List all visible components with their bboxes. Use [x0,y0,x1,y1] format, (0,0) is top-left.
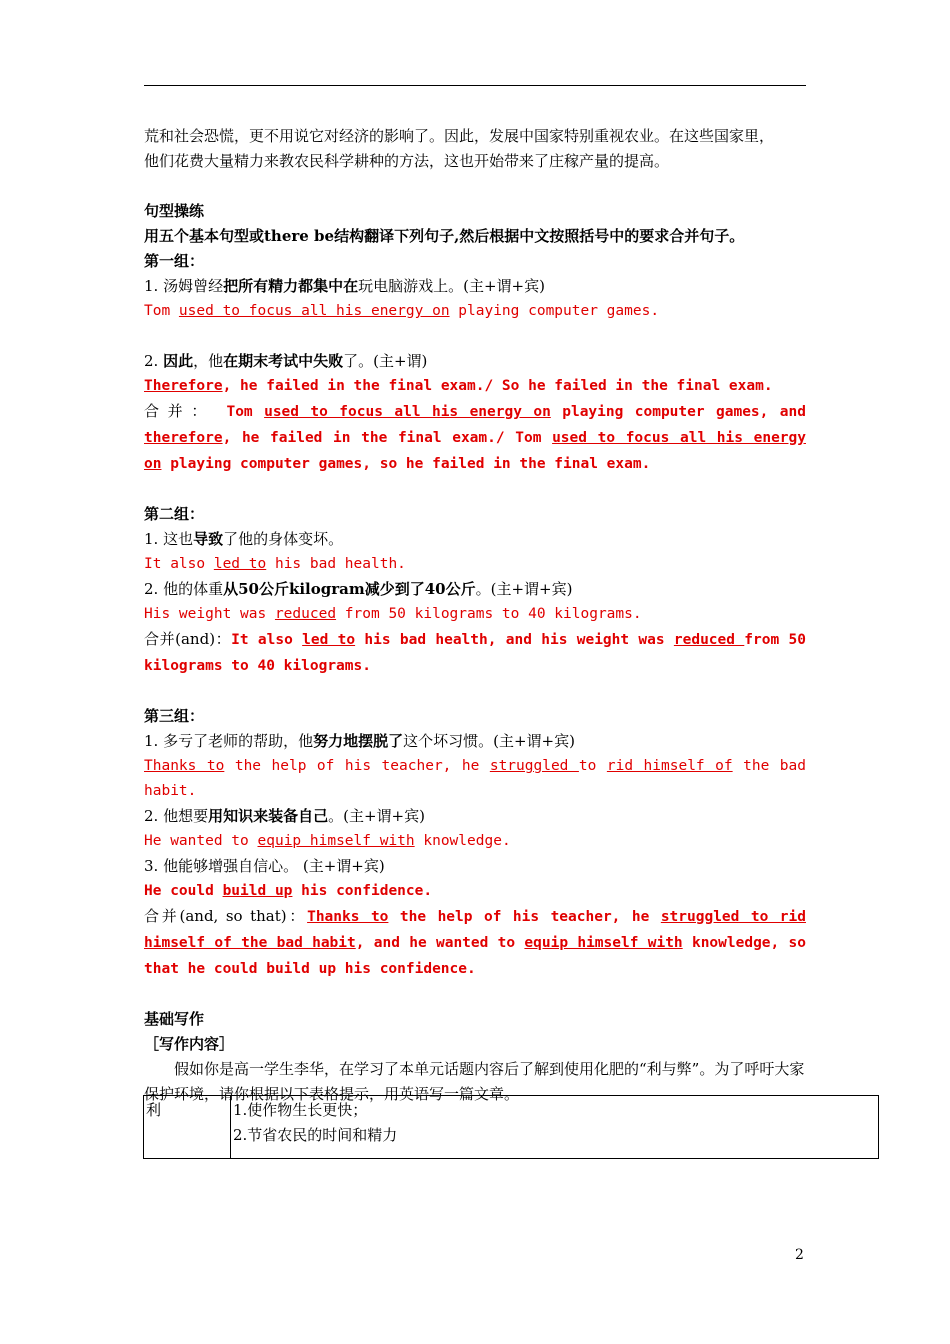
intro-line-1: 荒和社会恐慌，更不用说它对经济的影响了。因此，发展中国家特别重视农业。在这些国家里， [144,127,775,145]
group1-combined: 合并： Tom used to focus all his energy on playing computer games, and therefore, he failed in the final exam./ Tom used to focus all his energy on playing computer games, so he failed in the final exam. [144,402,806,472]
table-item-2: 2.节省农民的时间和精力 [233,1126,398,1144]
group1-question-2: 2. 因此，他在期末考试中失败了。(主+谓) [144,352,428,370]
group1-heading: 第一组： [144,252,205,270]
table-row [144,1096,879,1159]
table-row-label: 利 [144,1096,231,1159]
group2-answer-1: It also led to his bad health. [144,556,406,572]
table-cell-items [231,1096,879,1159]
page-number: 2 [795,1247,804,1263]
section-instruction: 用五个基本句型或there be结构翻译下列句子,然后根据中文按照括号中的要求合并句子。 [144,227,745,245]
group3-question-2: 2. 他想要用知识来装备自己。(主+谓+宾) [144,807,425,825]
group2-question-1: 1. 这也导致了他的身体变坏。 [144,530,344,548]
group1-answer-1: Tom used to focus all his energy on playing computer games. [144,303,660,319]
group3-answer-1: Thanks to the help of his teacher, he struggled to rid himself of the bad habit. [144,758,806,799]
group3-combined: 合并(and, so that)：Thanks to the help of his teacher, he struggled to rid himself of the bad habit, and he wanted to equip himself with knowledge, so that he could build up his confidence. [144,907,807,977]
table-item-1: 1.使作物生长更快； [233,1101,368,1119]
group2-heading: 第二组： [144,505,205,523]
page-content [144,124,806,1107]
section-title: 句型操练 [144,202,205,220]
group1-question-1: 1. 汤姆曾经把所有精力都集中在玩电脑游戏上。(主+谓+宾) [144,277,545,295]
pros-table [143,1095,879,1159]
writing-title: 基础写作 [144,1010,205,1028]
writing-prompt: 假如你是高一学生李华，在学习了本单元话题内容后了解到使用化肥的“利与弊”。为了呼吁大家保护环境，请你根据以下表格提示，用英语写一篇文章。 [144,1060,805,1103]
group3-heading: 第三组： [144,707,205,725]
group3-answer-3: He could build up his confidence. [144,883,433,899]
group2-combined: 合并(and)：It also led to his bad health, and his weight was reduced from 50 kilograms to 40 kilograms. [144,630,806,674]
group3-answer-2: He wanted to equip himself with knowledge. [144,833,511,849]
intro-line-2: 他们花费大量精力来教农民科学耕种的方法，这也开始带来了庄稼产量的提高。 [144,152,670,170]
writing-subtitle: ［写作内容］ [144,1035,235,1053]
group3-question-1: 1. 多亏了老师的帮助，他努力地摆脱了这个坏习惯。(主+谓+宾) [144,732,575,750]
group3-question-3: 3. 他能够增强自信心。 (主+谓+宾) [144,857,385,875]
group2-answer-2: His weight was reduced from 50 kilograms to 40 kilograms. [144,606,642,622]
header-rule [144,85,806,86]
group2-question-2: 2. 他的体重从50公斤kilogram减少到了40公斤。(主+谓+宾) [144,580,573,598]
group1-answer-2: Therefore, he failed in the final exam./ So he failed in the final exam. [144,378,773,394]
